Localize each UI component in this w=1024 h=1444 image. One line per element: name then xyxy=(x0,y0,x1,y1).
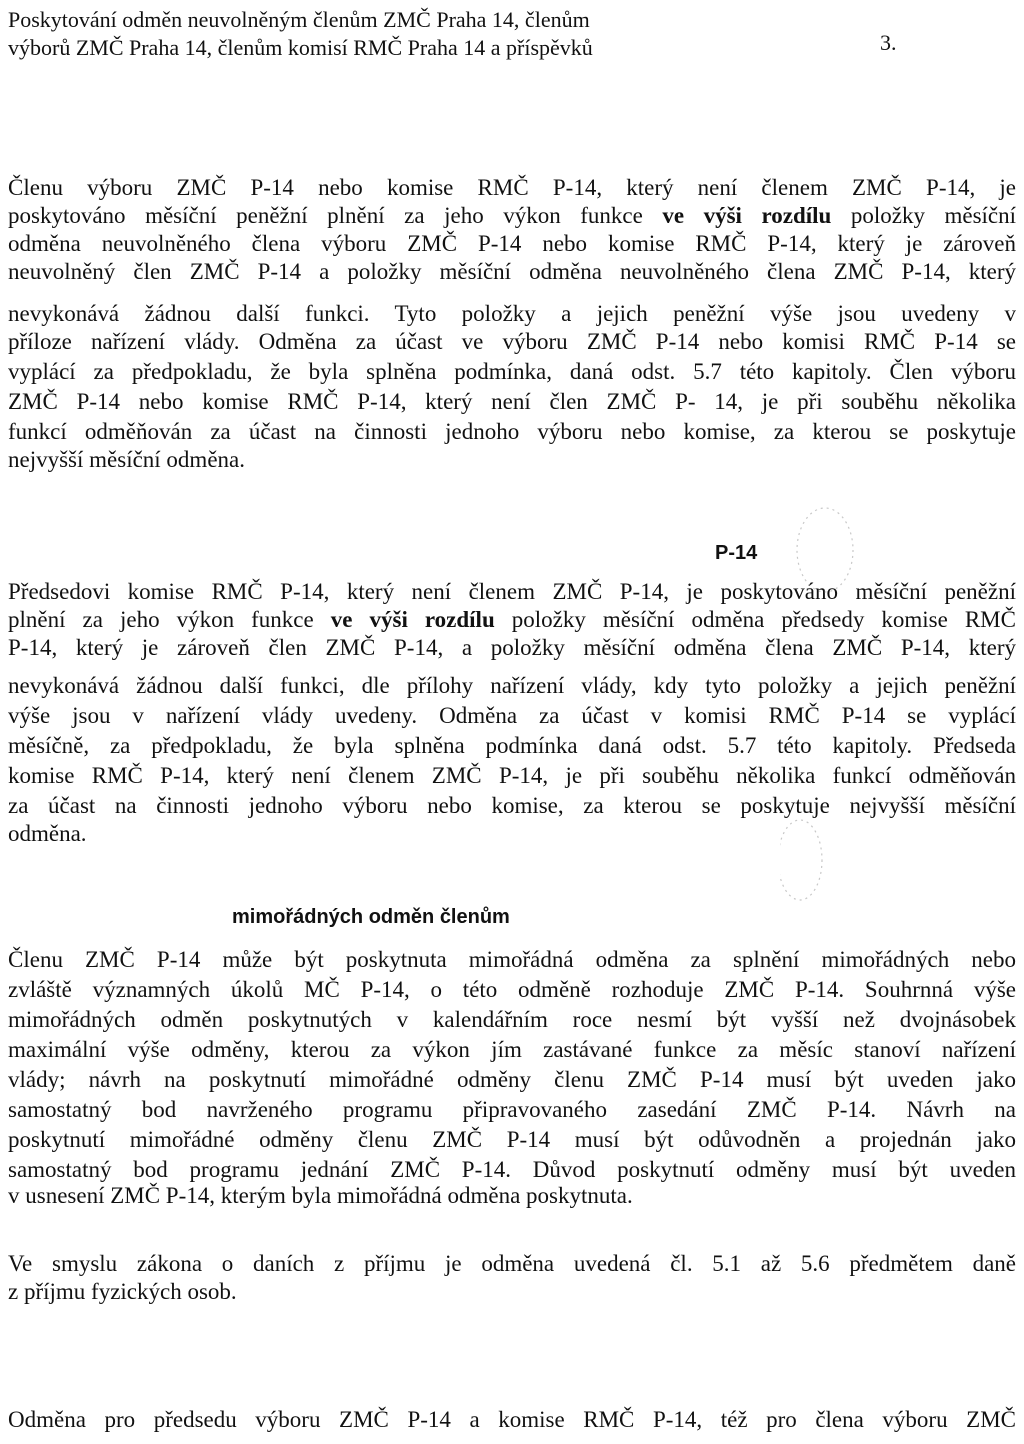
paragraph-line: nevykonává žádnou další funkci. Tyto položky a jejich peněžní výše jsou uvedeny v xyxy=(8,301,1016,326)
paragraph-line: příloze nařízení vlády. Odměna za účast ve výboru ZMČ P-14 nebo komisi RMČ P-14 se xyxy=(8,329,1016,354)
paragraph-line: Členu ZMČ P-14 může být poskytnuta mimořádná odměna za splnění mimořádných nebo xyxy=(8,947,1016,972)
section-heading: P-14 xyxy=(715,542,758,564)
paragraph-line: Ve smyslu zákona o daních z příjmu je odměna uvedená čl. 5.1 až 5.6 předmětem daně xyxy=(8,1251,1016,1276)
paragraph-line: v usnesení ZMČ P-14, kterým byla mimořádná odměna poskytnuta. xyxy=(8,1183,633,1208)
paragraph-line: odměna neuvolněného člena výboru ZMČ P-14 nebo komise RMČ P-14, který je zároveň xyxy=(8,231,1016,256)
paragraph-line: plnění za jeho výkon funkce ve výši rozdílu položky měsíční odměna předsedy komise RMČ xyxy=(8,607,1016,632)
paragraph-line: poskytováno měsíční peněžní plnění za jeho výkon funkce ve výši rozdílu položky měsíční xyxy=(8,203,1016,228)
header-line-1: Poskytování odměn neuvolněným členům ZMČ Praha 14, členům xyxy=(8,7,590,32)
emphasis-text: ve výši rozdílu xyxy=(662,203,832,228)
paragraph-line: zvláště významných úkolů MČ P-14, o této odměně rozhoduje ZMČ P-14. Souhrnná výše xyxy=(8,977,1016,1002)
footer-line: Odměna pro předsedu výboru ZMČ P-14 a komise RMČ P-14, též pro člena výboru ZMČ xyxy=(8,1407,1016,1432)
paragraph-line: nejvyšší měsíční odměna. xyxy=(8,447,245,472)
paragraph-line: samostatný bod programu jednání ZMČ P-14. Důvod poskytnutí odměny musí být uveden xyxy=(8,1157,1016,1182)
paragraph-line: ZMČ P-14 nebo komise RMČ P-14, který není člen ZMČ P- 14, je při souběhu několika xyxy=(8,389,1016,414)
paragraph-line: mimořádných odměn poskytnutých v kalendářním roce nesmí být vyšší než dvojnásobek xyxy=(8,1007,1016,1032)
section-heading: mimořádných odměn členům xyxy=(232,906,510,928)
emphasis-text: ve výši rozdílu xyxy=(330,607,495,632)
paragraph-line: měsíčně, za předpokladu, že byla splněna podmínka daná odst. 5.7 této kapitoly. Předseda xyxy=(8,733,1016,758)
paragraph-line: vlády; návrh na poskytnutí mimořádné odměny členu ZMČ P-14 musí být uveden jako xyxy=(8,1067,1016,1092)
paragraph-line: nevykonává žádnou další funkci, dle přílohy nařízení vlády, kdy tyto položky a jejich peněžní xyxy=(8,673,1016,698)
paragraph-line: samostatný bod navrženého programu připravovaného zasedání ZMČ P-14. Návrh na xyxy=(8,1097,1016,1122)
stamp-trace xyxy=(780,480,870,920)
paragraph-line: P-14, který je zároveň člen ZMČ P-14, a položky měsíční odměna člena ZMČ P-14, který xyxy=(8,635,1016,660)
paragraph-line: neuvolněný člen ZMČ P-14 a položky měsíční odměna neuvolněného člena ZMČ P-14, který xyxy=(8,259,1016,284)
paragraph-line: za účast na činnosti jednoho výboru nebo komise, za kterou se poskytuje nejvyšší měsíční xyxy=(8,793,1016,818)
paragraph-line: z příjmu fyzických osob. xyxy=(8,1279,237,1304)
paragraph-line: poskytnutí mimořádné odměny členu ZMČ P-14 musí být odůvodněn a projednán jako xyxy=(8,1127,1016,1152)
paragraph-line: výše jsou v nařízení vlády uvedeny. Odměna za účast v komisi RMČ P-14 se vyplácí xyxy=(8,703,1016,728)
header-line-2: výborů ZMČ Praha 14, členům komisí RMČ Praha 14 a příspěvků xyxy=(8,35,593,60)
paragraph-line: funkcí odměňován za účast na činnosti jednoho výboru nebo komise, za kterou se poskytuje xyxy=(8,419,1016,444)
paragraph-line: Předsedovi komise RMČ P-14, který není členem ZMČ P-14, je poskytováno měsíční peněžní xyxy=(8,579,1016,604)
page-number: 3. xyxy=(880,30,897,55)
paragraph-line: odměna. xyxy=(8,821,87,846)
paragraph-line: komise RMČ P-14, který není členem ZMČ P-14, je při souběhu několika funkcí odměňován xyxy=(8,763,1016,788)
paragraph-line: Členu výboru ZMČ P-14 nebo komise RMČ P-14, který není členem ZMČ P-14, je xyxy=(8,175,1016,200)
paragraph-line: vyplácí za předpokladu, že byla splněna podmínka, daná odst. 5.7 této kapitoly. Člen výboru xyxy=(8,359,1016,384)
paragraph-line: maximální výše odměny, kterou za výkon jím zastávané funkce za měsíc stanoví nařízení xyxy=(8,1037,1016,1062)
